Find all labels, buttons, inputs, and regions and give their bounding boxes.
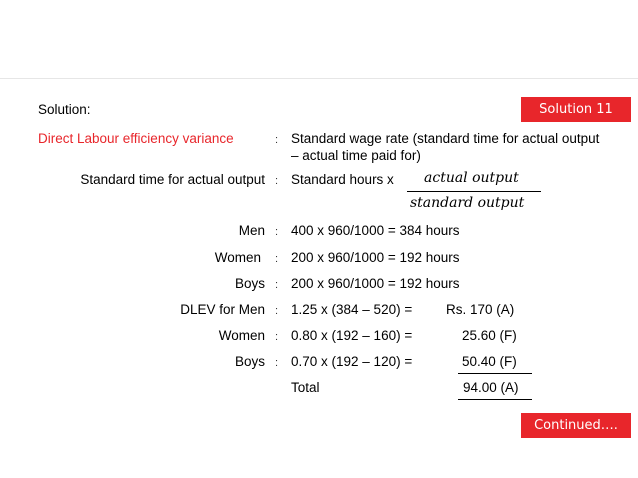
boys-label: Boys [234,276,265,291]
dlev-formula-line1: Standard wage rate (standard time for actual output [291,131,600,146]
women-label: Women [214,250,261,265]
women-value: 200 x 960/1000 = 192 hours [291,250,460,265]
dlev-men-value: 1.25 x (384 – 520) = [291,302,413,317]
colon: : [275,175,279,187]
std-time-value: Standard hours x [291,172,394,187]
colon: : [275,331,279,343]
fraction-numerator: actual output [424,170,519,186]
dlev-women-label: Women [218,328,265,343]
dlev-title-label: Direct Labour efficiency variance [38,131,234,146]
dlev-women-result: 25.60 (F) [462,328,517,343]
dlev-women-value: 0.80 x (192 – 160) = [291,328,413,343]
dlev-boys-label: Boys [234,354,265,369]
colon: : [275,357,279,369]
total-rule [458,399,532,400]
header-divider [0,78,638,79]
fraction-denominator: standard output [410,195,525,211]
dlev-formula-line2: – actual time paid for) [291,148,421,163]
men-value: 400 x 960/1000 = 384 hours [291,223,460,238]
solution-badge: Solution 11 [521,97,631,122]
colon: : [275,253,279,265]
colon: : [275,134,279,146]
subtotal-rule [458,373,532,374]
continued-badge: Continued…. [521,413,631,438]
colon: : [275,226,279,238]
std-time-label: Standard time for actual output [80,172,265,187]
fraction-bar [407,191,541,192]
total-result: 94.00 (A) [463,380,519,395]
men-label: Men [238,223,265,238]
colon: : [275,305,279,317]
dlev-boys-result: 50.40 (F) [462,354,517,369]
boys-value: 200 x 960/1000 = 192 hours [291,276,460,291]
solution-heading: Solution: [38,102,91,117]
dlev-men-label: DLEV for Men [180,302,265,317]
dlev-men-result: Rs. 170 (A) [446,302,515,317]
colon: : [275,279,279,291]
dlev-boys-value: 0.70 x (192 – 120) = [291,354,413,369]
total-label: Total [291,380,320,395]
